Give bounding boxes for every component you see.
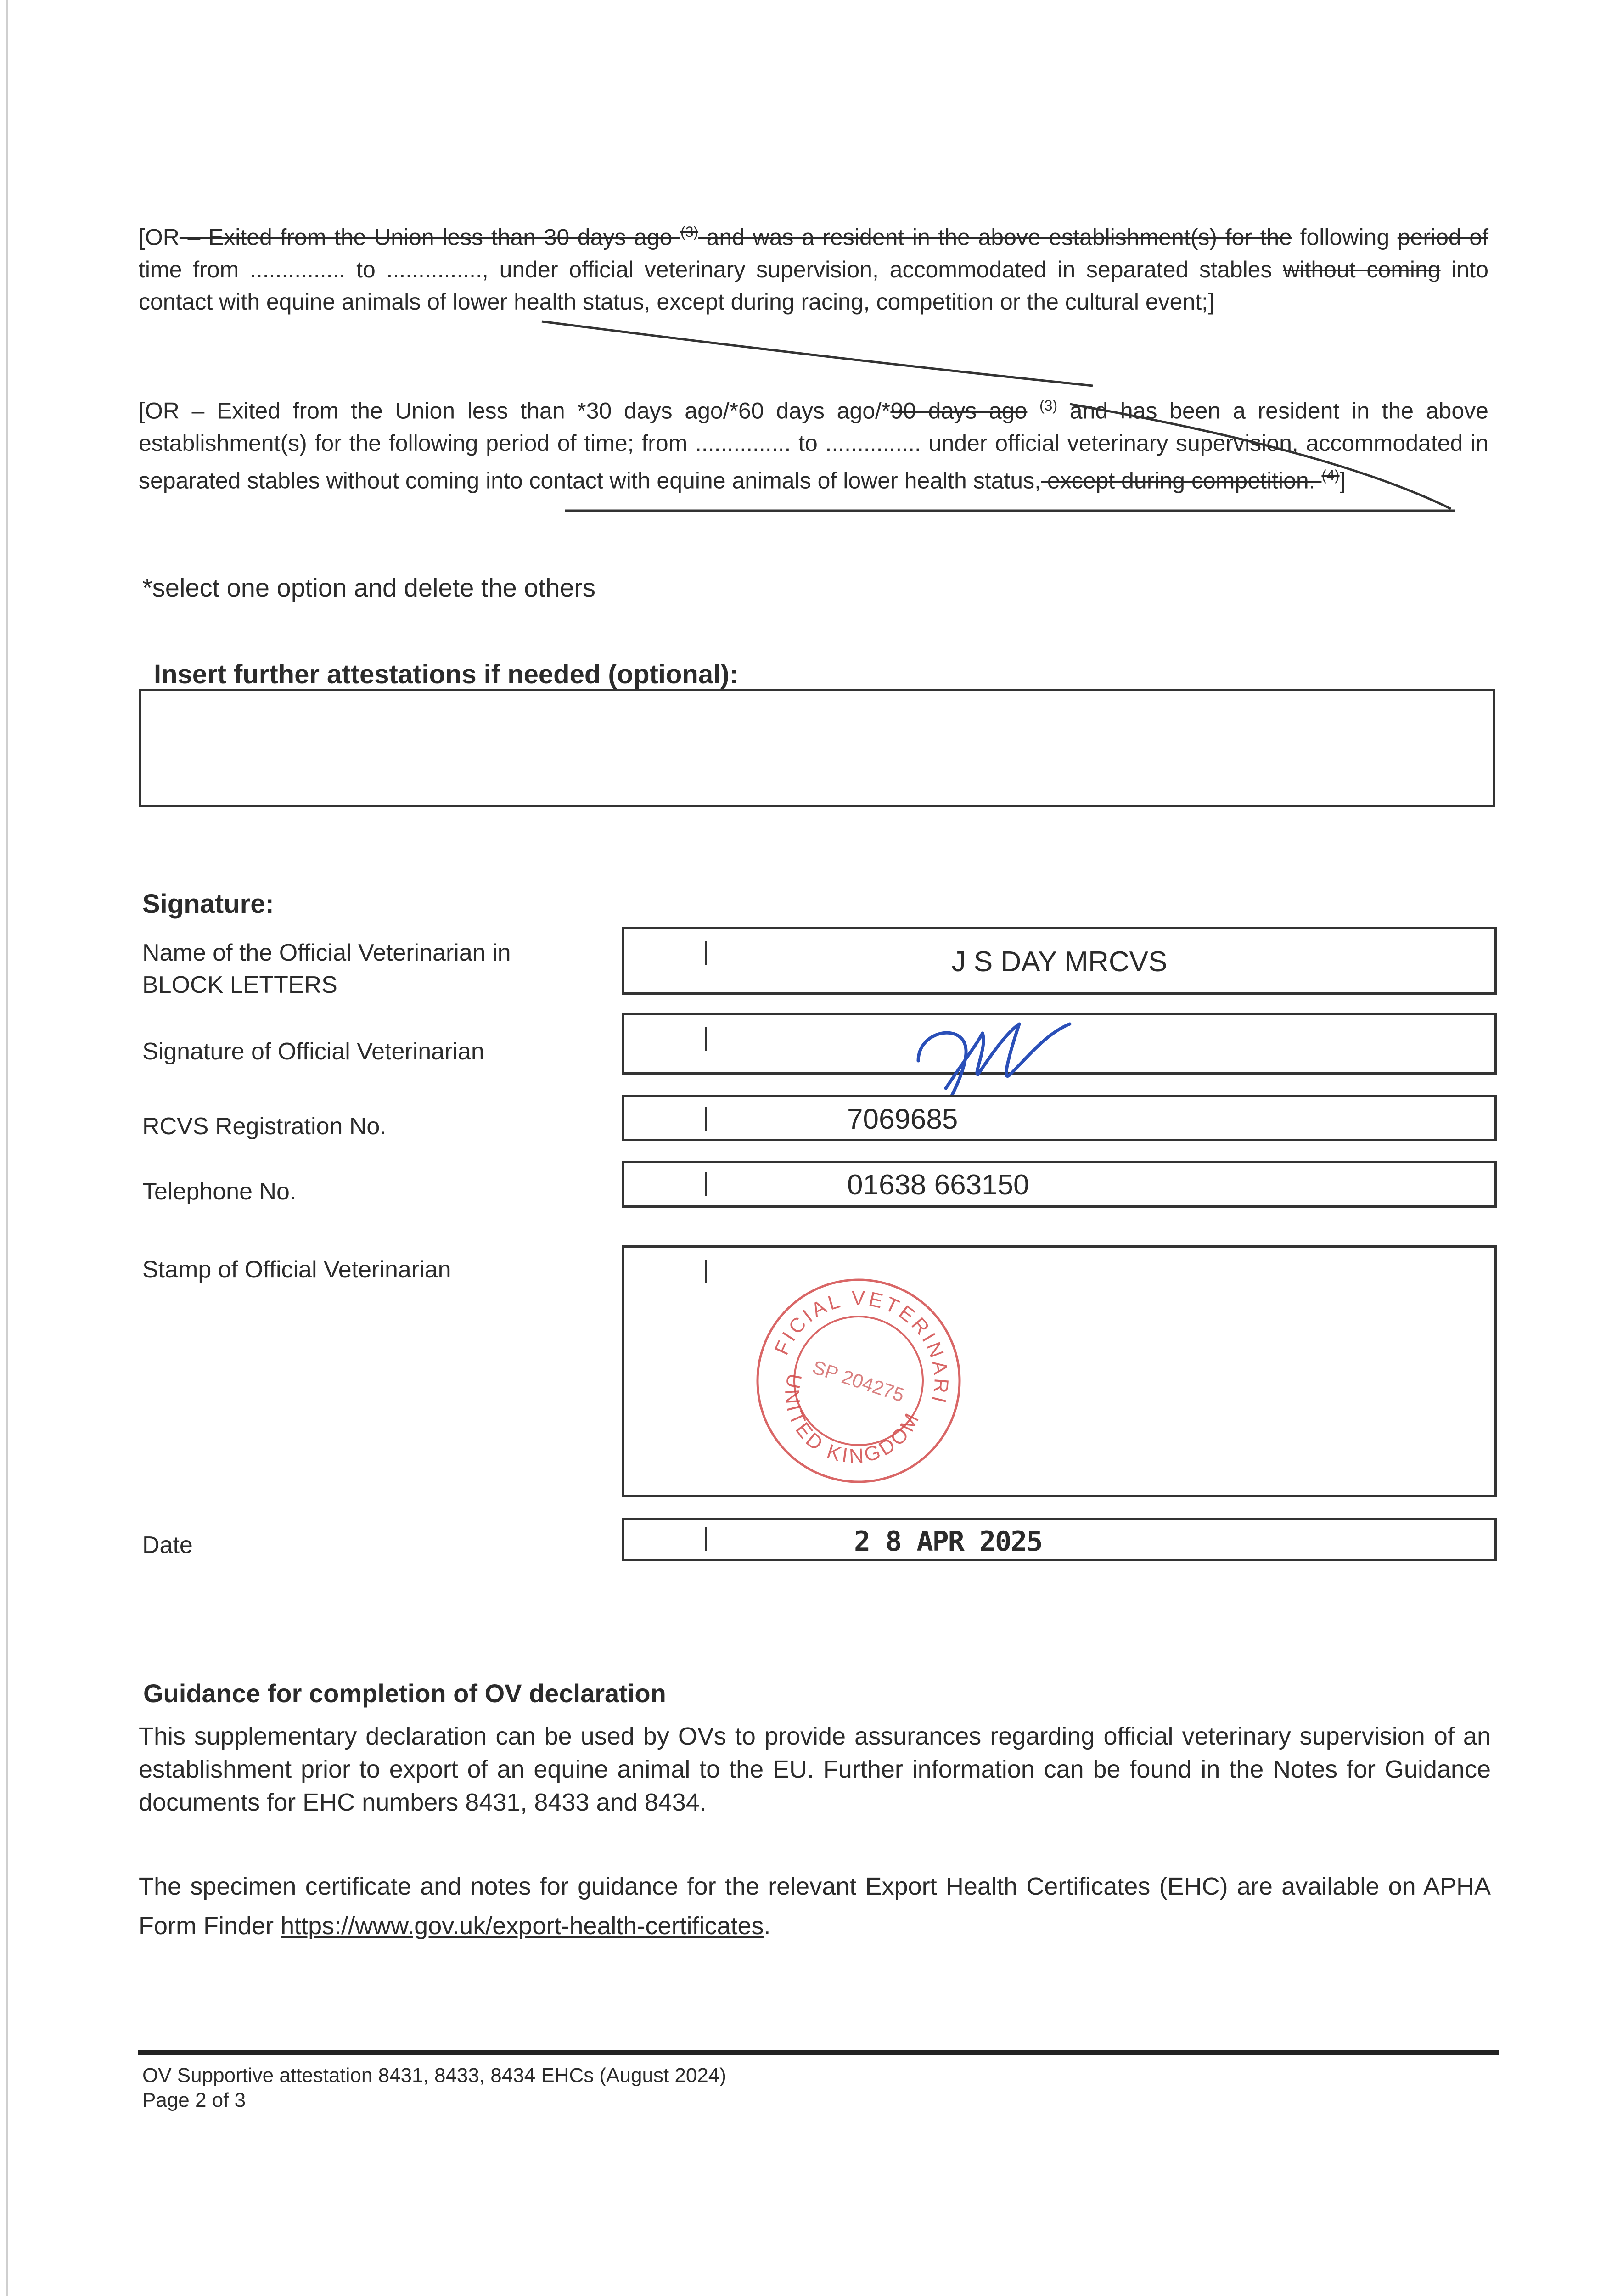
ov-name-label: Name of the Official Veterinarian in BLOCK LETTERS bbox=[142, 940, 511, 998]
stamp-bottom-text: UNITED KINGDOM bbox=[780, 1372, 925, 1468]
date-stamp-value: 2 8 APR 2025 bbox=[854, 1525, 1042, 1558]
guidance-paragraph-2: The specimen certificate and notes for guidance for the relevant Export Health Certificates (EHC) are available on APHA Form Finder https://www.gov.uk/export-health-certificates. bbox=[139, 1873, 1491, 1940]
ov-name-field[interactable] bbox=[622, 927, 1497, 995]
stamp-label: Stamp of Official Veterinarian bbox=[142, 1256, 451, 1283]
ov-signature-label: Signature of Official Veterinarian bbox=[142, 1038, 484, 1065]
form-finder-link[interactable]: https://www.gov.uk/export-health-certificates bbox=[281, 1912, 764, 1940]
date-field[interactable] bbox=[622, 1518, 1497, 1561]
stamp-code: SP 204275 bbox=[810, 1356, 907, 1406]
footer-page-number: Page 2 of 3 bbox=[142, 2089, 246, 2111]
field-tick bbox=[705, 1172, 707, 1196]
attestations-box[interactable] bbox=[139, 689, 1495, 807]
svg-text:OFFICIAL VETERINARIAN bbox=[627, 1248, 994, 1409]
stamp-top-text: OFFICIAL VETERINARIAN bbox=[770, 1287, 953, 1408]
select-note: *select one option and delete the others bbox=[142, 573, 595, 602]
phone-label: Telephone No. bbox=[142, 1178, 297, 1205]
ov-name-value: J S DAY MRCVS bbox=[951, 946, 1168, 978]
guidance-heading: Guidance for completion of OV declaration bbox=[143, 1679, 666, 1708]
signature-heading: Signature: bbox=[142, 889, 274, 919]
phone-field[interactable] bbox=[622, 1161, 1497, 1208]
rcvs-value: 7069685 bbox=[847, 1103, 958, 1135]
option-paragraph-1: [OR – Exited from the Union less than 30 days ago $^{(3)}$ and was a resident in the above establishment(s) for the following period of time from ............... to ..............., under official veterinary supervision, accommodated in separated stables without coming into contact with equine animals of lower health status, except during racing, competition or the cultural event;] bbox=[139, 224, 1488, 315]
stamp-field[interactable] bbox=[622, 1245, 1497, 1497]
attestations-heading: Insert further attestations if needed (optional): bbox=[154, 659, 738, 689]
rcvs-label: RCVS Registration No. bbox=[142, 1113, 387, 1140]
footer-rule bbox=[138, 2050, 1499, 2055]
handwritten-signature bbox=[624, 1006, 1499, 1102]
ov-signature-field[interactable] bbox=[622, 1013, 1497, 1075]
rcvs-field[interactable] bbox=[622, 1095, 1497, 1141]
field-tick bbox=[705, 1107, 707, 1131]
field-tick bbox=[705, 1527, 707, 1551]
phone-value: 01638 663150 bbox=[847, 1169, 1029, 1201]
option-paragraph-2: [OR – Exited from the Union less than *30 days ago/*60 days ago/*90 days ago $^{(3)}$ and has been a resident in the above establishment(s) for the following period of time; from ............... to ............... under official veterinary supervision, accommodated in separated stables without coming into contact with equine animals of lower health status, except during competition. $^{(4)}$] bbox=[139, 397, 1488, 494]
footer-document-id: OV Supportive attestation 8431, 8433, 8434 EHCs (August 2024) bbox=[142, 2064, 726, 2087]
official-stamp bbox=[624, 1248, 1499, 1499]
guidance-paragraph-1: This supplementary declaration can be used by OVs to provide assurances regarding official veterinary supervision of an establishment prior to export of an equine animal to the EU. Further information can be found in the Notes for Guidance documents for EHC numbers 8431, 8433 and 8434. bbox=[139, 1722, 1491, 1816]
date-label: Date bbox=[142, 1532, 193, 1559]
